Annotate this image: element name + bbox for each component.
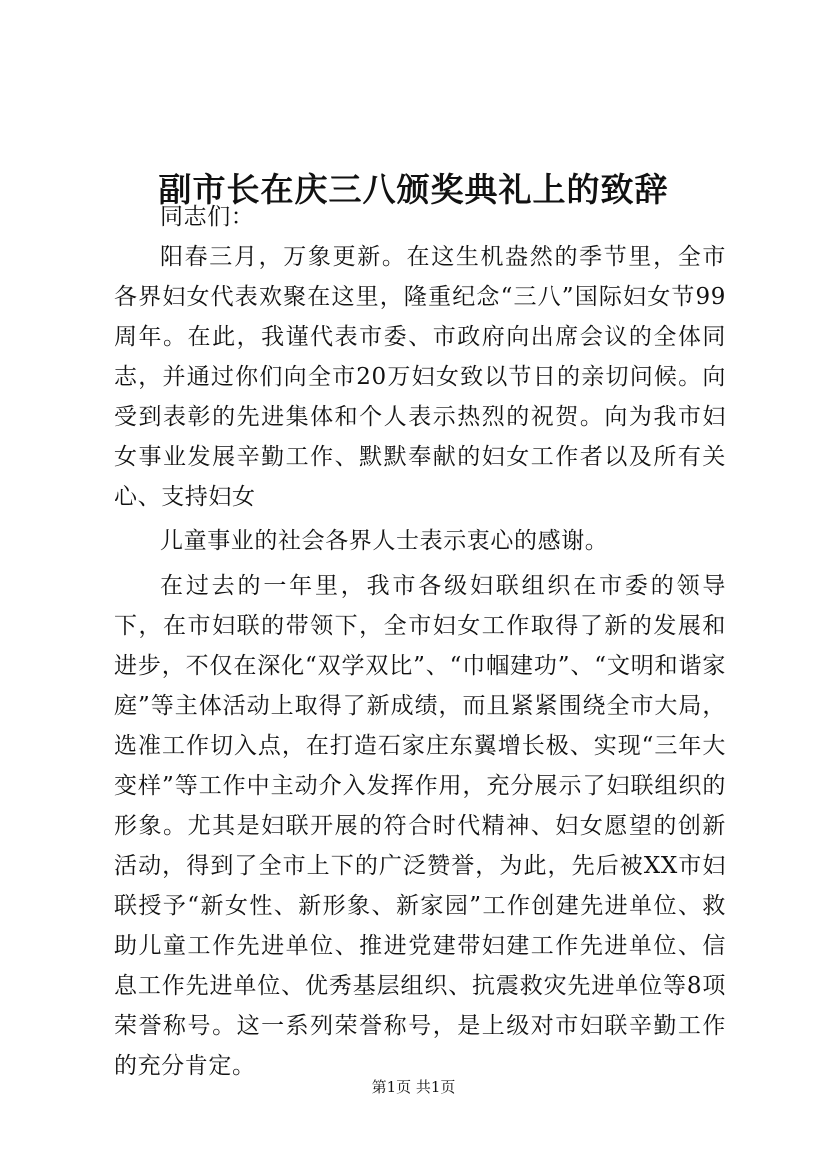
body-paragraph-2: 儿童事业的社会各界人士表示衷心的感谢。 <box>160 528 609 554</box>
greeting-paragraph: 同志们： <box>160 204 255 230</box>
body-paragraph-3: 在过去的一年里，我市各级妇联组织在市委的领导下，在市妇联的带领下，全市妇女工作取得了新的发展和进步，不仅在深化“双学双比”、“巾帼建功”、“文明和谐家庭”等主体活动上取得了新成绩，而且紧紧围绕全市大局，选准工作切入点，在打造石家庄东翼增长极、实现“三年大变样”等工作中主动介入发挥作用，充分展示了妇联组织的形象。尤其是妇联开展的符合时代精神、妇女愿望的创新活动，得到了全市上下的广泛赞誉，为此，先后被XX市妇联授予“新女性、新形象、新家园”工作创建先进单位、救助儿童工作先进单位、推进党建带妇建工作先进单位、信息工作先进单位、优秀基层组织、抗震救灾先进单位等8项荣誉称号。这一系列荣誉称号，是上级对市妇联辛勤工作的充分肯定。 <box>114 573 726 1079</box>
page-footer: 第1页 共1页 <box>371 1078 456 1096</box>
document-body <box>114 197 726 1086</box>
body-paragraph-1: 阳春三月，万象更新。在这生机盎然的季节里，全市各界妇女代表欢聚在这里，隆重纪念“三八”国际妇女节99周年。在此，我谨代表市委、市政府向出席会议的全体同志，并通过你们向全市20万妇女致以节日的亲切问候。向受到表彰的先进集体和个人表示热烈的祝贺。向为我市妇女事业发展辛勤工作、默默奉献的妇女工作者以及所有关心、支持妇女 <box>114 244 726 510</box>
document-title: 副市长在庆三八颁奖典礼上的致辞 <box>158 170 669 210</box>
